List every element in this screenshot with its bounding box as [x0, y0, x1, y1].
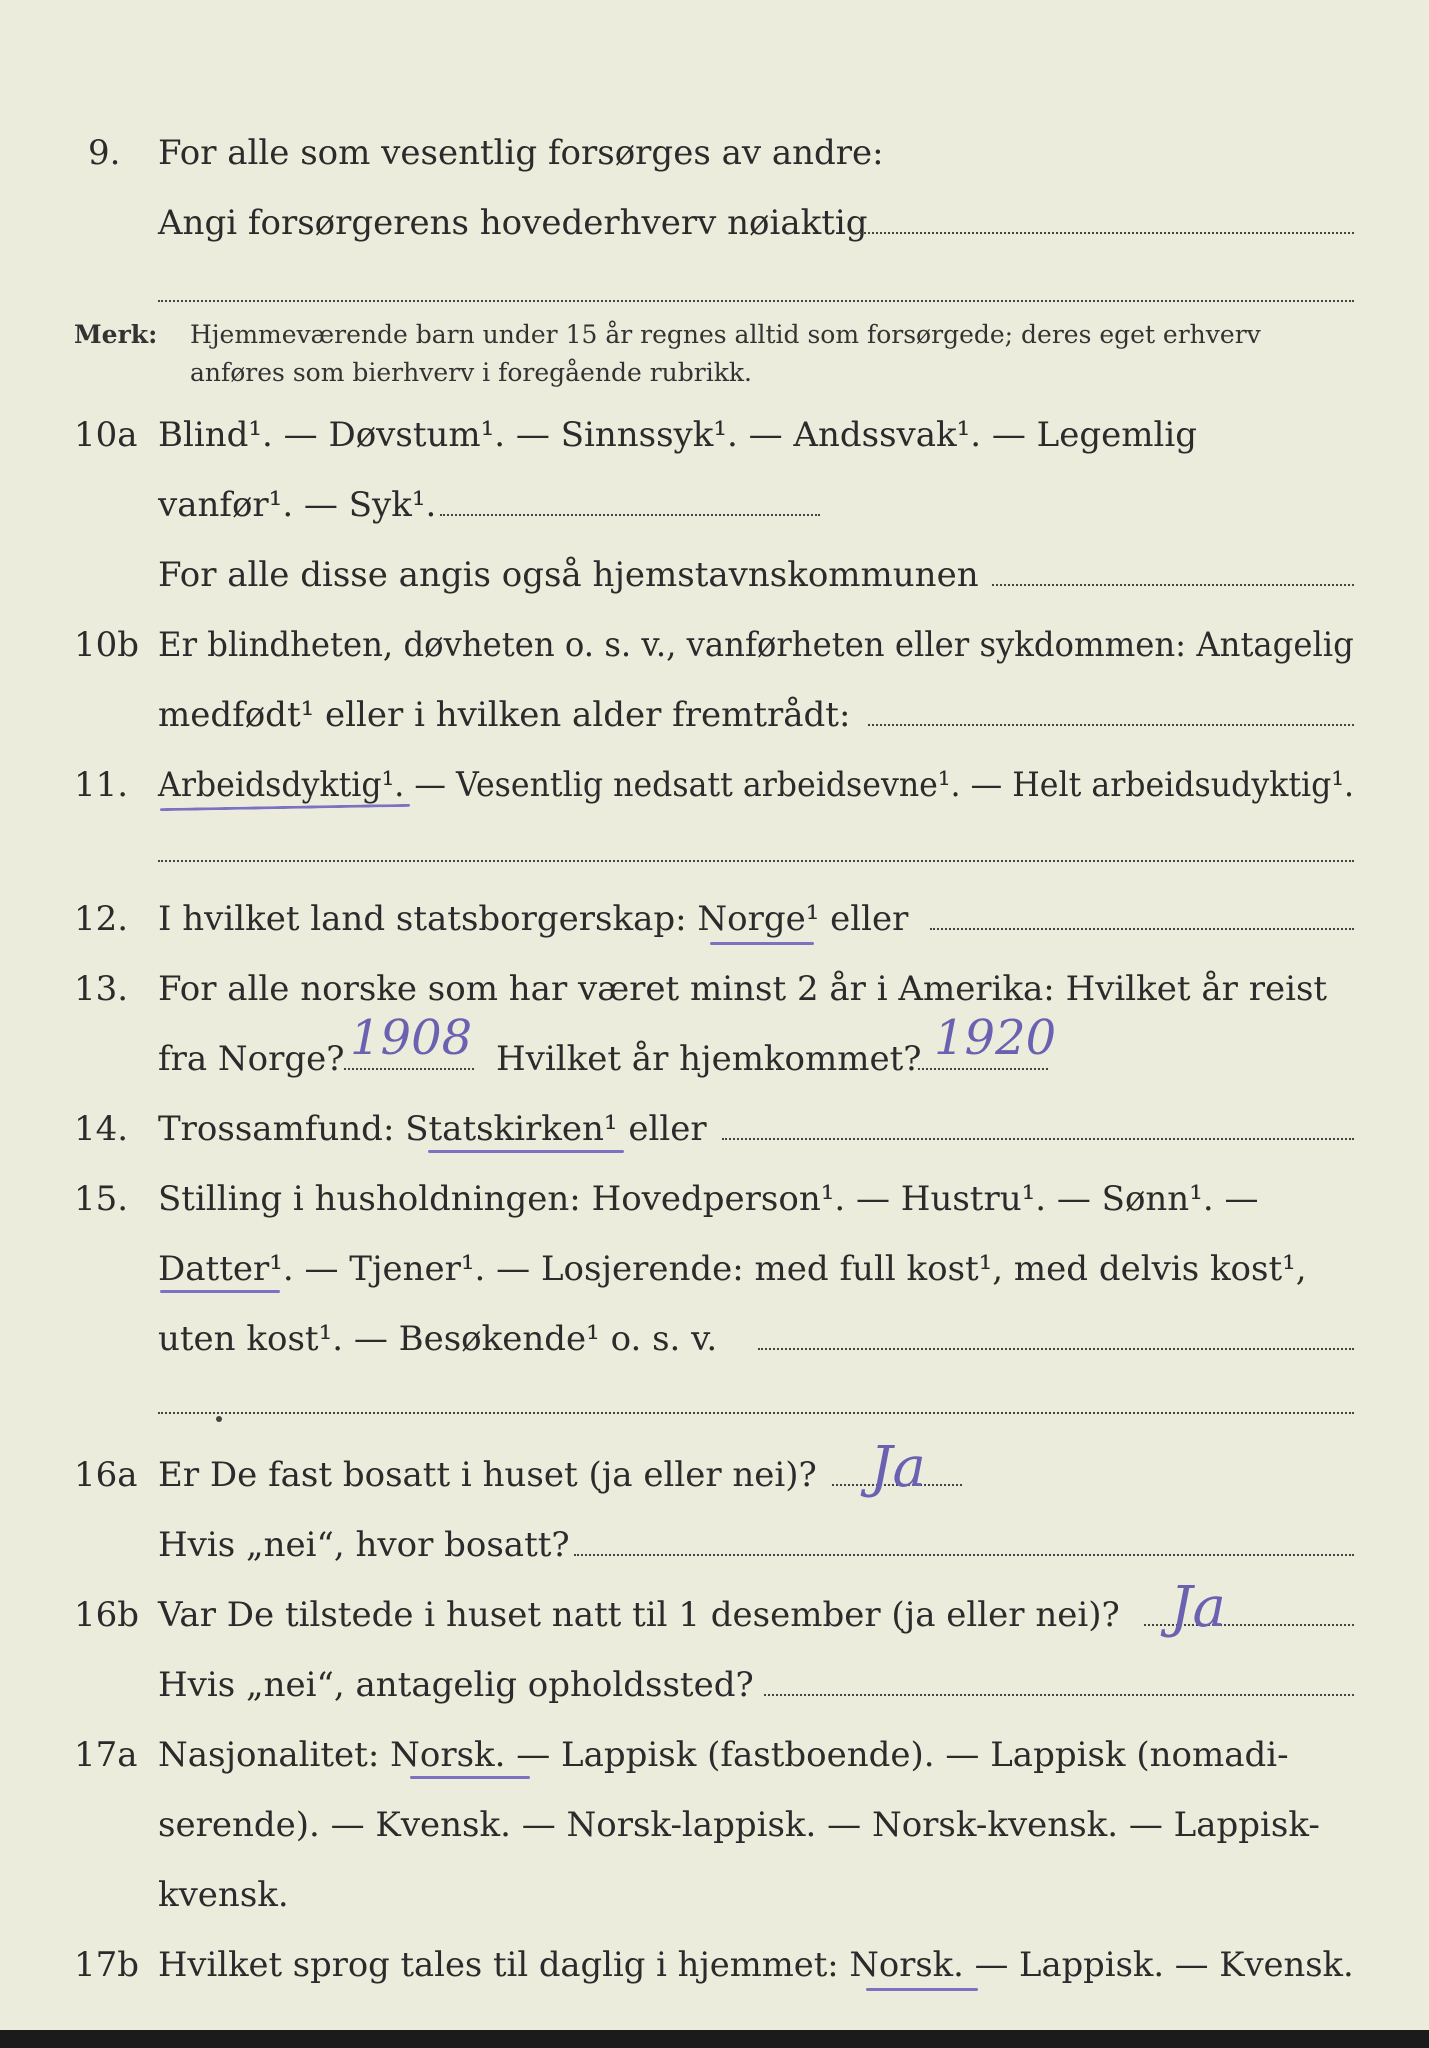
q9-answer-line [860, 232, 1354, 234]
q14-number: 14. [74, 1109, 129, 1149]
q12-answer-line [930, 928, 1354, 930]
q11-number: 11. [74, 765, 129, 805]
q14-answer-line [722, 1138, 1354, 1140]
q16b-answer: Ja [1170, 1575, 1226, 1640]
q17a-line2: serende). — Kvensk. — Norsk-lappisk. — Norsk-kvensk. — Lappisk- [158, 1805, 1320, 1845]
q9-extra-line [158, 300, 1354, 302]
q9-number: 9. [88, 133, 121, 173]
q17a-line1: Nasjonalitet: Norsk. — Lappisk (fastboende). — Lappisk (nomadi- [158, 1735, 1289, 1775]
q12-number: 12. [74, 899, 129, 939]
q12-line1: I hvilket land statsborgerskap: Norge¹ eller [158, 899, 909, 939]
q10b-line1: Er blindheten, døvheten o. s. v., vanførheten eller sykdommen: Antagelig [158, 625, 1354, 665]
ink-speck [216, 1416, 222, 1422]
q13-year-reist-line [344, 1068, 474, 1070]
q17b-underline-mark [866, 1988, 978, 1991]
q10b-number: 10b [74, 625, 140, 665]
q13-answer-hjem: 1920 [934, 1010, 1057, 1066]
q15-line1: Stilling i husholdningen: Hovedperson¹. — Hustru¹. — Sønn¹. — [158, 1179, 1259, 1219]
q10a-line2: vanfør¹. — Syk¹. [158, 485, 437, 525]
q10a-number: 10a [74, 415, 138, 455]
q16a-number: 16a [74, 1455, 138, 1495]
q16b-opholdssted-line [764, 1694, 1354, 1696]
q10b-answer-line [868, 724, 1354, 726]
q10a-line1: Blind¹. — Døvstum¹. — Sinnssyk¹. — Andssvak¹. — Legemlig [158, 415, 1197, 455]
q13-line2b: Hvilket år hjemkommet? [496, 1039, 922, 1079]
q17a-line3: kvensk. [158, 1875, 289, 1915]
q13-year-hjem-line [918, 1068, 1048, 1070]
q17a-number: 17a [74, 1735, 138, 1775]
q15-line2: Datter¹. — Tjener¹. — Losjerende: med full kost¹, med delvis kost¹, [158, 1249, 1307, 1289]
q10a-kommune-line [992, 584, 1354, 586]
q16b-number: 16b [74, 1595, 140, 1635]
q14-line1: Trossamfund: Statskirken¹ eller [158, 1109, 707, 1149]
q11-line1: Arbeidsdyktig¹. — Vesentlig nedsatt arbeidsevne¹. — Helt arbeidsudyktig¹. [158, 765, 1355, 805]
q10b-line2: medfødt¹ eller i hvilken alder fremtrådt: [158, 695, 851, 735]
q11-extra-line [158, 860, 1354, 862]
merk-label: Merk: [74, 320, 158, 349]
q13-answer-reist: 1908 [350, 1010, 473, 1066]
q15-number: 15. [74, 1179, 129, 1219]
q10a-syk-line [440, 514, 820, 516]
q17b-line1: Hvilket sprog tales til daglig i hjemmet: Norsk. — Lappisk. — Kvensk. [158, 1945, 1354, 1985]
q16a-bosatt-line [574, 1554, 1354, 1556]
q16b-line1: Var De tilstede i huset natt til 1 desember (ja eller nei)? [158, 1595, 1120, 1635]
q9-line1: For alle som vesentlig forsørges av andre: [158, 133, 884, 173]
q9-line2: Angi forsørgerens hovederhverv nøiaktig [158, 203, 868, 243]
merk-line1: Hjemmeværende barn under 15 år regnes alltid som forsørgede; deres eget erhverv [190, 320, 1261, 349]
q15-underline-mark [160, 1290, 280, 1293]
q15-answer-line [758, 1348, 1354, 1350]
q17b-number: 17b [74, 1945, 140, 1985]
q17a-underline-mark [410, 1776, 530, 1779]
q16a-line1: Er De fast bosatt i huset (ja eller nei)? [158, 1455, 817, 1495]
q15-line3: uten kost¹. — Besøkende¹ o. s. v. [158, 1319, 718, 1359]
q10a-line3: For alle disse angis også hjemstavnskommunen [158, 555, 979, 595]
q15-extra-line [158, 1412, 1354, 1414]
q16a-answer: Ja [870, 1435, 926, 1500]
merk-line2: anføres som bierhverv i foregående rubrikk. [190, 358, 752, 387]
q16a-line2: Hvis „nei“, hvor bosatt? [158, 1525, 570, 1565]
q14-underline-mark [428, 1150, 624, 1153]
q13-number: 13. [74, 969, 129, 1009]
q13-line2a: fra Norge? [158, 1039, 345, 1079]
q13-line1: For alle norske som har været minst 2 år i Amerika: Hvilket år reist [158, 969, 1328, 1009]
q12-underline-mark [710, 942, 814, 945]
q16b-line2: Hvis „nei“, antagelig opholdssted? [158, 1665, 754, 1705]
